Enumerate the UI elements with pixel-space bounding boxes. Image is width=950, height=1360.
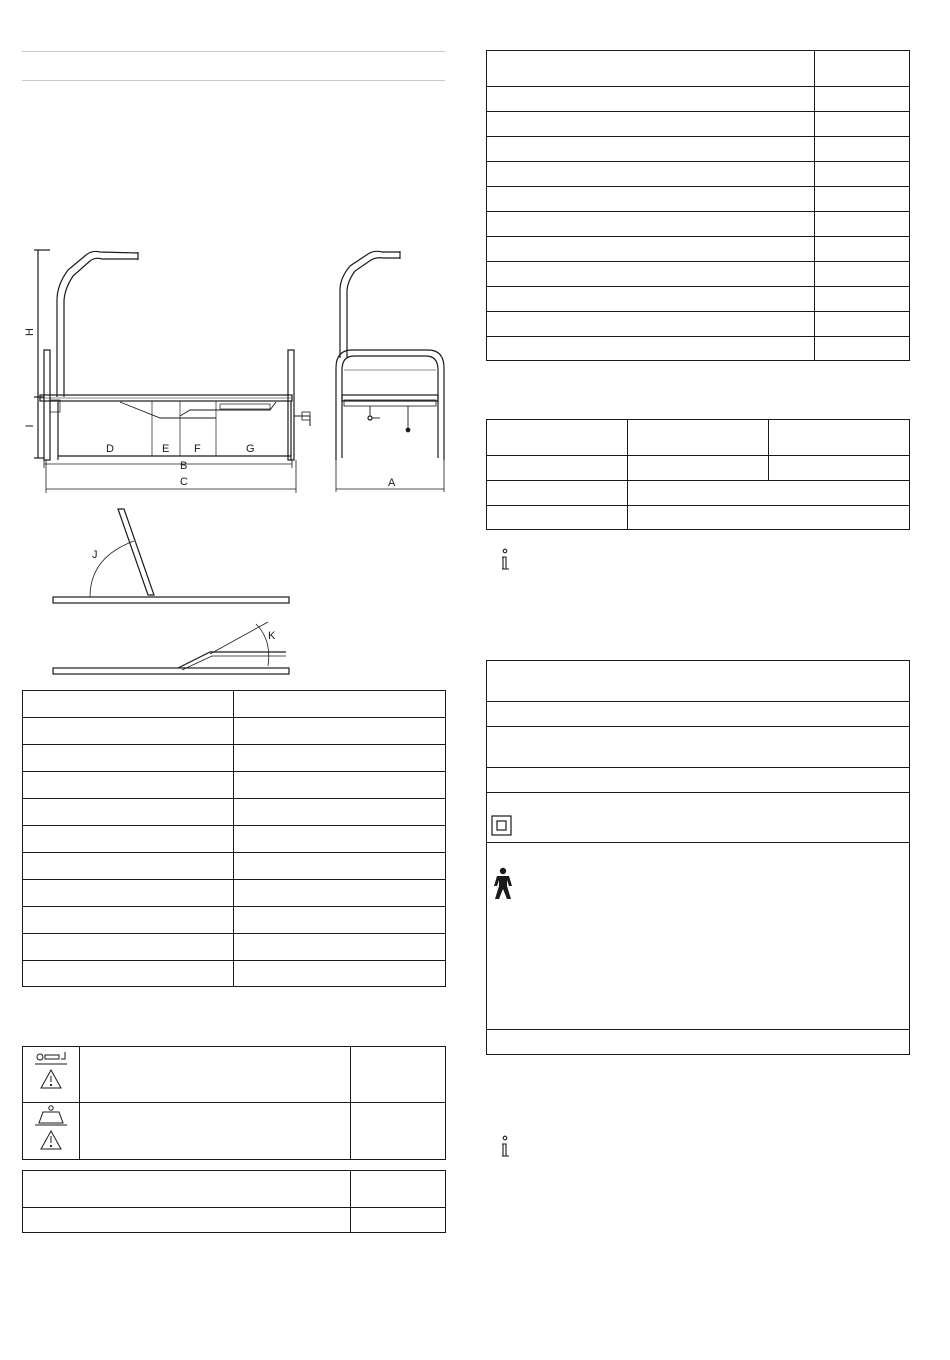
table-row — [23, 907, 446, 934]
table-row — [487, 768, 910, 793]
label-k: K — [268, 630, 276, 642]
table-row — [23, 853, 446, 880]
info-icon-bottom — [498, 1135, 512, 1159]
table-row — [487, 702, 910, 727]
type-b-applied-part-icon — [491, 867, 515, 901]
table-row — [487, 481, 910, 506]
table-row — [23, 934, 446, 961]
specification-table — [486, 50, 910, 361]
label-a: A — [388, 477, 396, 489]
table-row — [487, 506, 910, 530]
table-row — [487, 312, 910, 337]
table-row — [23, 772, 446, 799]
dimensions-table — [22, 690, 446, 987]
label-i: I — [24, 424, 36, 428]
table-row — [487, 112, 910, 137]
table-row — [23, 799, 446, 826]
table-row — [23, 826, 446, 853]
label-f: F — [194, 443, 201, 455]
safe-working-load-warning-icon — [31, 1050, 71, 1094]
table-row — [487, 456, 910, 481]
table-row — [487, 420, 910, 456]
table-row — [23, 691, 446, 718]
load-warning-table — [22, 1046, 446, 1160]
info-icon — [498, 548, 512, 572]
table-row — [487, 262, 910, 287]
label-d: D — [106, 443, 114, 455]
table-row — [23, 1047, 446, 1103]
label-b: B — [180, 460, 188, 472]
table-row — [487, 843, 910, 1030]
table-row — [487, 1030, 910, 1055]
electrical-table — [486, 660, 910, 1055]
table-row — [487, 162, 910, 187]
max-patient-weight-warning-icon — [31, 1105, 71, 1153]
label-h: H — [24, 328, 36, 336]
table-row — [487, 337, 910, 361]
header-rule-bottom — [22, 80, 445, 81]
label-j: J — [92, 549, 98, 561]
table-row — [23, 718, 446, 745]
table-row — [487, 287, 910, 312]
label-c: C — [180, 476, 188, 488]
table-row — [23, 745, 446, 772]
table-row — [23, 961, 446, 987]
table-row — [487, 51, 910, 87]
label-g: G — [246, 443, 255, 455]
class-ii-double-insulation-icon — [491, 815, 515, 837]
weight-table — [22, 1170, 446, 1233]
table-row — [23, 1103, 446, 1160]
table-row — [487, 727, 910, 768]
table-row — [487, 187, 910, 212]
bed-side-view-drawing — [20, 240, 340, 500]
table-row — [487, 87, 910, 112]
table-row — [487, 137, 910, 162]
table-row — [23, 1171, 446, 1208]
table-row — [23, 880, 446, 907]
table-row — [23, 1208, 446, 1233]
bed-end-view-drawing — [330, 240, 450, 495]
table-row — [487, 793, 910, 843]
table-row — [487, 212, 910, 237]
table-row — [487, 661, 910, 702]
materials-table — [486, 419, 910, 530]
legrest-angle-drawing — [50, 618, 295, 683]
header-rule-top — [22, 51, 445, 52]
backrest-angle-drawing — [50, 505, 295, 605]
label-e: E — [162, 443, 170, 455]
table-row — [487, 237, 910, 262]
